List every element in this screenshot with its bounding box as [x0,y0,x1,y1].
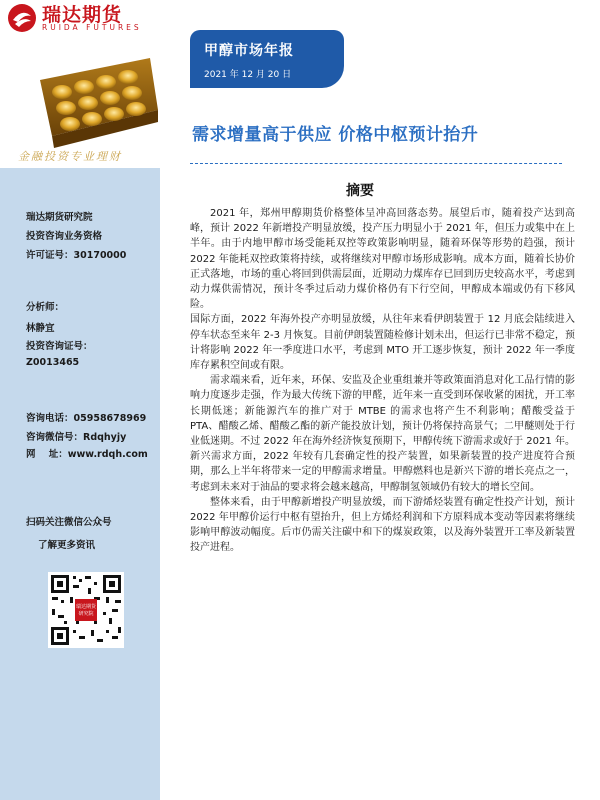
brand-name: 瑞达期货 [42,4,123,26]
headline: 需求增量高于供应 价格中枢预计抬升 [192,125,479,145]
report-date: 2021 年 12 月 20 日 [204,70,292,80]
sidebar [0,0,160,800]
cert-label: 投资咨询证号： [26,341,93,352]
svg-text:瑞达期货: 瑞达期货 [75,604,97,610]
ruida-logo-icon [6,2,38,34]
analyst-label: 分析师： [26,302,65,313]
qualification: 投资咨询业务资格 [26,231,103,242]
analyst-name: 林静宜 [26,323,55,334]
abstract-paragraph: 2021 年，郑州甲醇期货价格整体呈冲高回落态势。展望后市，随着投产达到高峰，预计 2022 年新增投产明显放缓，投产压力明显小于 2021 年，但压力或集中在上半年。由于内地甲醇市场受能耗双控等政策影响明显，随着环保等形势的趋强，预计 2022 年能耗双控政策将持续，或将继续对甲醇市场形成影响。成本方面，随着长协价正式落地，市场的重心将回到供需层面，近期动力煤库存已回到历史较高水平，考虑到动力煤供需情况，预计冬季过后动力煤价格仍有下行空间，甲醇成本端或仍有下移风险。 [190,208,575,311]
website: 网 址：www.rdqh.com [26,449,148,460]
scan-text: 扫码关注微信公众号 [26,517,112,528]
phone: 咨询电话：05958678969 [26,413,147,424]
brand-name-en: RUIDA FUTURES [42,23,142,32]
report-title: 甲醇市场年报 [204,43,294,59]
abstract-body [190,206,575,556]
divider [190,163,562,164]
cert-number: Z0013465 [26,357,80,368]
institute-name: 瑞达期货研究院 [26,212,93,223]
abstract-title: 摘要 [346,183,374,199]
abstract-paragraph: 需求端来看，近年来，环保、安监及企业重组兼并等政策面消息对化工品行情的影响力度逐步走强，作为最大传统下游的甲醛，近年来一直受到环保收紧的困扰，开工率长期低迷；新能源汽车的推广对于 MTBE 的需求也将产生不利影响；醋酸受益于 PTA、醋酸乙烯、醋酸乙酯的新产能投放计划，预计仍将保持高景气；二甲醚则处于行业低迷期。不过 2022 年在海外经济恢复预期下，甲醇传统下游需求或好于 2021 年。新兴需求方面，2022 年较有几套确定性的投产装置，如果新装置的投产进度符合预期，那么上半年将带来一定的甲醇需求增量。甲醇燃料也是新兴下游的增长亮点之一，考虑到未来对于油品的要求将会越来越高，甲醇制氢领域仍有较大的增长空间。 [190,375,575,493]
wechat-id: 咨询微信号：Rdqhyjy [26,432,127,443]
abstract-paragraph: 国际方面，2022 年海外投产亦明显放缓，从往年来看伊朗装置于 12 月底会陆续进入停车状态至来年 2-3 月恢复。目前伊朗装置随检修计划未出，但运行已非常不稳定，预计将影响 2022 年一季度进口水平，考虑到 MTO 开工逐步恢复，预计 2022 年一季度库存累积空间或有限。 [190,314,575,372]
license-number: 许可证号：30170000 [26,250,127,261]
qr-code[interactable] [48,572,124,648]
svg-text:研究院: 研究院 [78,611,94,617]
logo-area [0,0,160,40]
slogan: 金融投资专业理财 [18,150,122,163]
more-info-text: 了解更多资讯 [38,540,96,551]
report-banner [190,30,344,88]
abstract-paragraph: 整体来看，由于甲醇新增投产明显放缓，而下游烯烃装置有确定性投产计划，预计 2022 年甲醇价运行中枢有望抬升，但上方烯烃利润和下方原料成本变动等因素将继续影响甲醇波动幅度。后市仍需关注碳中和下的煤炭政策，以及海外装置开工率及新装置投产进程。 [190,496,575,554]
